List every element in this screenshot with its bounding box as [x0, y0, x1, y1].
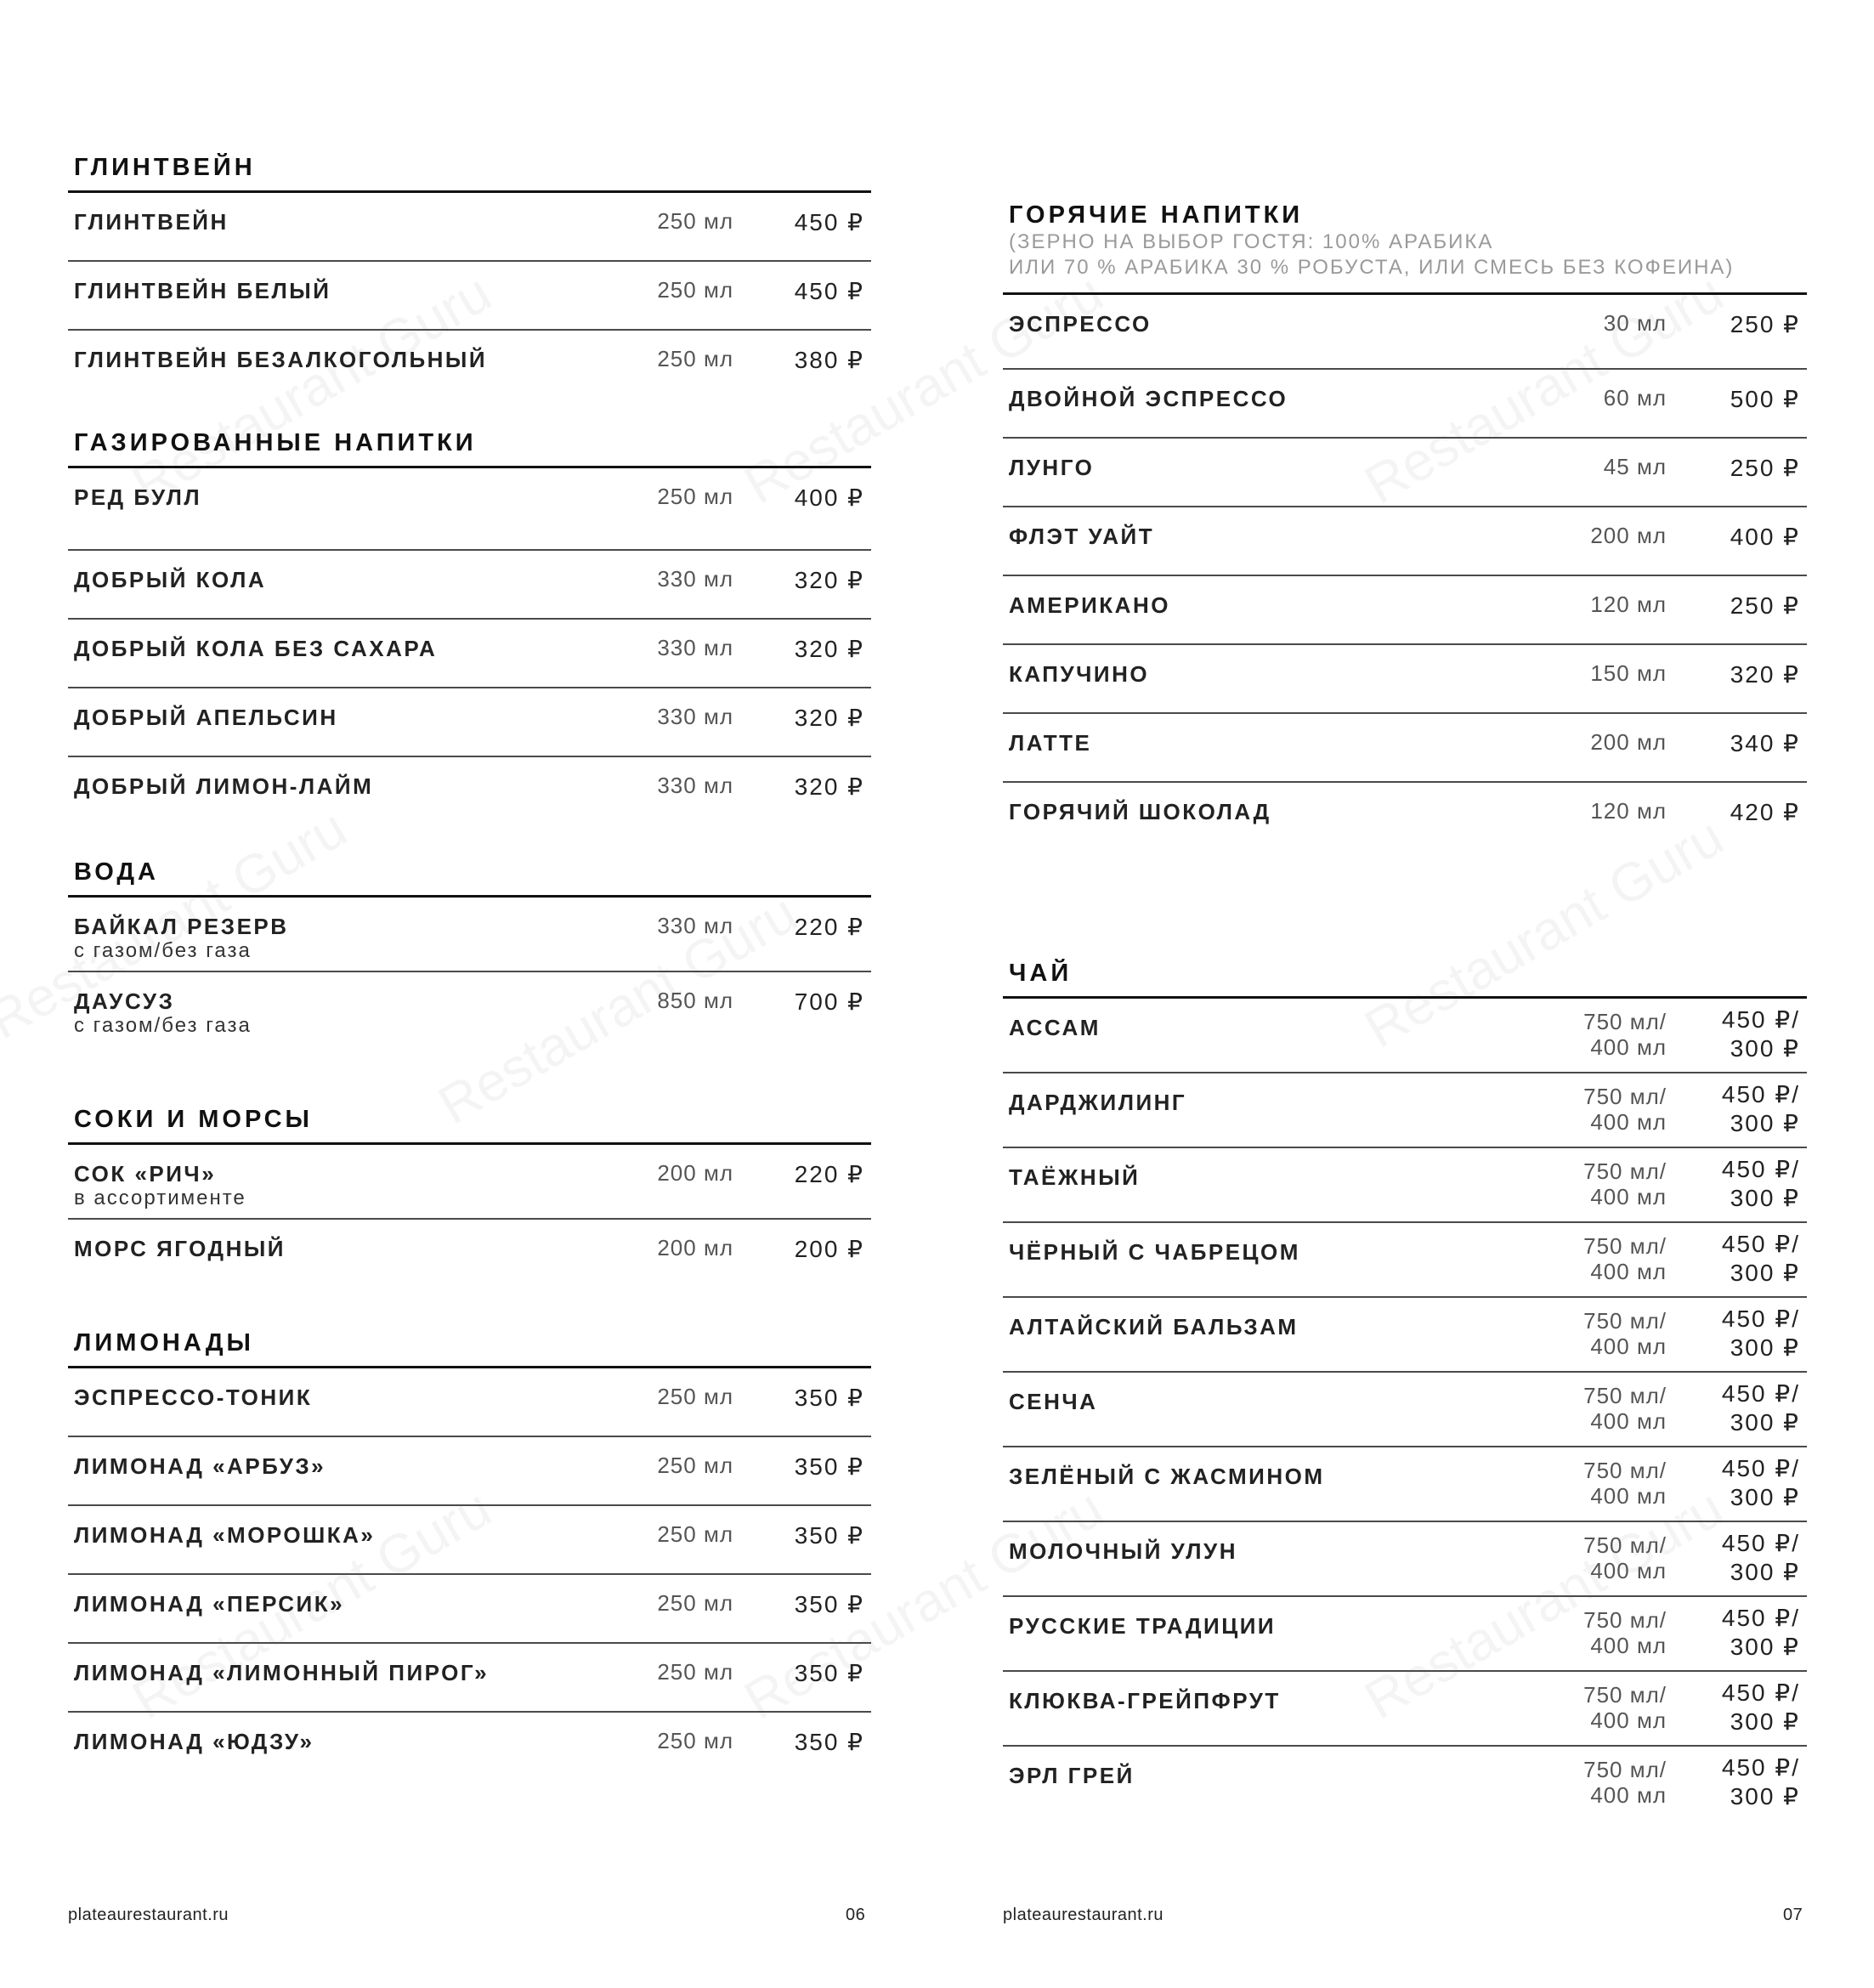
item-volume — [657, 704, 733, 729]
item-volume-primary: 750 мл/ — [1583, 1607, 1667, 1633]
item-volume-primary: 330 мл — [657, 704, 733, 729]
item-name: АЛТАЙСКИЙ БАЛЬЗАМ — [1009, 1314, 1299, 1339]
item-name: КАПУЧИНО — [1009, 661, 1150, 687]
menu-item-row — [1003, 1221, 1807, 1296]
menu-item-row — [1003, 506, 1807, 575]
item-name: АССАМ — [1009, 1015, 1101, 1040]
item-price-primary: 350 ₽ — [794, 1453, 864, 1480]
item-volume — [1590, 523, 1667, 548]
item-volume-secondary: 400 мл — [1590, 1633, 1667, 1658]
item-volume — [1583, 1233, 1667, 1284]
item-note: в ассортименте — [74, 1187, 246, 1209]
menu-item-row — [68, 1642, 871, 1711]
item-price — [1722, 1155, 1800, 1213]
item-volume-primary: 150 мл — [1590, 660, 1667, 686]
item-price-primary: 450 ₽/ — [1721, 1231, 1800, 1257]
item-name: ДАУСУЗ — [74, 988, 175, 1014]
menu-item-row — [1003, 1670, 1807, 1745]
item-price-primary: 350 ₽ — [794, 1660, 864, 1686]
item-volume-primary: 750 мл/ — [1583, 1757, 1667, 1782]
item-volume-primary: 250 мл — [657, 1521, 733, 1547]
item-volume-secondary: 400 мл — [1590, 1034, 1667, 1060]
item-volume — [1583, 1009, 1667, 1060]
item-price — [795, 1521, 864, 1550]
item-volume — [657, 1384, 733, 1409]
item-price-primary: 450 ₽/ — [1721, 1156, 1800, 1182]
item-name: АМЕРИКАНО — [1009, 592, 1170, 618]
item-volume — [1590, 729, 1667, 755]
menu-item-row — [68, 329, 871, 398]
item-volume — [657, 277, 733, 303]
item-price — [795, 566, 864, 595]
item-volume-primary: 330 мл — [657, 635, 733, 660]
item-list — [68, 1368, 871, 1780]
item-name: МОРС ЯГОДНЫЙ — [74, 1236, 286, 1261]
item-price-primary: 380 ₽ — [794, 347, 864, 373]
item-volume-primary: 200 мл — [657, 1160, 733, 1186]
item-volume — [657, 988, 733, 1013]
item-name: РУССКИЕ ТРАДИЦИИ — [1009, 1613, 1277, 1639]
item-price-primary: 450 ₽/ — [1721, 1006, 1800, 1033]
item-volume-primary: 250 мл — [657, 1728, 733, 1753]
section-sodas — [68, 428, 871, 824]
item-price-primary: 450 ₽/ — [1721, 1306, 1800, 1332]
menu-item-row — [68, 1504, 871, 1573]
item-price — [1722, 1080, 1800, 1138]
item-price — [795, 1453, 864, 1481]
item-volume-primary: 750 мл/ — [1583, 1308, 1667, 1334]
section-lemonades — [68, 1328, 871, 1780]
item-volume — [657, 566, 733, 592]
item-name: ЗЕЛЁНЫЙ С ЖАСМИНОМ — [1009, 1464, 1325, 1489]
item-price-primary: 450 ₽/ — [1721, 1081, 1800, 1107]
menu-item-row — [1003, 999, 1807, 1072]
menu-item-row — [68, 971, 871, 1045]
item-name: ЛИМОНАД «ЮДЗУ» — [74, 1729, 314, 1754]
menu-item-row — [68, 1145, 871, 1218]
item-price-primary: 450 ₽/ — [1721, 1380, 1800, 1407]
item-volume-primary: 330 мл — [657, 913, 733, 938]
item-volume — [657, 1521, 733, 1547]
item-name: БАЙКАЛ РЕЗЕРВ — [74, 914, 289, 939]
menu-item-row — [68, 193, 871, 260]
item-volume-secondary: 400 мл — [1590, 1782, 1667, 1808]
menu-item-row — [68, 1368, 871, 1436]
menu-item-row — [1003, 437, 1807, 506]
item-volume-primary: 200 мл — [1590, 523, 1667, 548]
item-volume — [657, 346, 733, 371]
item-name: ДОБРЫЙ КОЛА — [74, 567, 267, 592]
menu-item-row — [68, 468, 871, 549]
section-title: СОКИ И МОРСЫ — [74, 1106, 313, 1133]
item-name: ГЛИНТВЕЙН БЕЛЫЙ — [74, 278, 331, 303]
item-volume — [657, 1160, 733, 1186]
item-name: РЕД БУЛЛ — [74, 484, 202, 510]
item-price-primary: 320 ₽ — [794, 636, 864, 662]
item-name: СОК «РИЧ» — [74, 1161, 217, 1187]
menu-item-row — [68, 1711, 871, 1780]
item-volume-primary: 850 мл — [657, 988, 733, 1013]
item-name: МОЛОЧНЫЙ УЛУН — [1009, 1538, 1237, 1564]
section-hot-drinks — [1003, 201, 1807, 850]
menu-item-row — [1003, 781, 1807, 850]
item-price-primary: 450 ₽/ — [1721, 1754, 1800, 1781]
item-price-primary: 500 ₽ — [1730, 386, 1800, 412]
menu-item-row — [68, 756, 871, 824]
item-volume-secondary: 400 мл — [1590, 1334, 1667, 1359]
item-price-primary: 450 ₽/ — [1721, 1455, 1800, 1481]
item-price — [795, 988, 864, 1017]
item-price-secondary: 300 ₽ — [1730, 1409, 1800, 1436]
item-price-primary: 340 ₽ — [1730, 730, 1800, 756]
section-title: ГАЗИРОВАННЫЕ НАПИТКИ — [74, 429, 477, 456]
item-price — [795, 1160, 864, 1189]
item-name: ЛИМОНАД «ЛИМОННЫЙ ПИРОГ» — [74, 1660, 490, 1685]
menu-item-row — [1003, 1595, 1807, 1670]
item-volume — [1583, 1607, 1667, 1658]
item-price — [795, 913, 864, 942]
item-name: ЧЁРНЫЙ С ЧАБРЕЦОМ — [1009, 1239, 1300, 1265]
item-volume — [657, 484, 733, 509]
item-price — [795, 773, 864, 801]
item-name: ЛИМОНАД «ПЕРСИК» — [74, 1591, 345, 1617]
item-price-primary: 400 ₽ — [1730, 524, 1800, 550]
item-volume-secondary: 400 мл — [1590, 1259, 1667, 1284]
item-name: ЭРЛ ГРЕЙ — [1009, 1763, 1135, 1788]
item-name: ЛУНГО — [1009, 455, 1095, 480]
menu-item-row — [68, 549, 871, 618]
item-volume-primary: 250 мл — [657, 277, 733, 303]
item-price — [795, 635, 864, 664]
item-volume-secondary: 400 мл — [1590, 1184, 1667, 1209]
item-volume-primary: 30 мл — [1603, 310, 1667, 336]
item-volume-primary: 750 мл/ — [1583, 1084, 1667, 1109]
item-volume — [1604, 310, 1667, 336]
item-price-primary: 200 ₽ — [794, 1236, 864, 1262]
item-volume-primary: 250 мл — [657, 208, 733, 234]
section-mulled-wine — [68, 153, 871, 398]
item-price-primary: 220 ₽ — [794, 1161, 864, 1187]
menu-item-row — [68, 1436, 871, 1504]
item-price-primary: 420 ₽ — [1730, 799, 1800, 825]
item-price — [1730, 385, 1800, 414]
section-juices — [68, 1105, 871, 1293]
item-volume-primary: 330 мл — [657, 773, 733, 798]
item-name: ДОБРЫЙ КОЛА БЕЗ САХАРА — [74, 636, 438, 661]
item-volume-secondary: 400 мл — [1590, 1558, 1667, 1583]
menu-item-row — [68, 260, 871, 329]
item-price — [1730, 310, 1800, 339]
item-price — [795, 704, 864, 733]
item-price-primary: 450 ₽ — [794, 209, 864, 235]
item-volume — [1590, 798, 1667, 824]
item-volume — [1583, 1757, 1667, 1808]
item-price-secondary: 300 ₽ — [1730, 1783, 1800, 1810]
menu-item-row — [1003, 643, 1807, 712]
menu-item-row — [68, 618, 871, 687]
item-list — [1003, 999, 1807, 1820]
item-name: ГОРЯЧИЙ ШОКОЛАД — [1009, 799, 1271, 824]
item-price-primary: 450 ₽ — [794, 278, 864, 304]
item-volume — [657, 1590, 733, 1616]
item-volume-primary: 750 мл/ — [1583, 1682, 1667, 1708]
item-price — [1722, 1005, 1800, 1063]
menu-item-row — [1003, 575, 1807, 643]
item-price — [1730, 660, 1800, 689]
item-volume-primary: 750 мл/ — [1583, 1458, 1667, 1483]
menu-item-row — [1003, 1296, 1807, 1371]
item-price — [795, 1659, 864, 1688]
item-volume — [1583, 1532, 1667, 1583]
item-volume-primary: 250 мл — [657, 346, 733, 371]
item-name: ДОБРЫЙ АПЕЛЬСИН — [74, 705, 338, 730]
item-volume — [1604, 454, 1667, 479]
item-price-primary: 250 ₽ — [1730, 592, 1800, 619]
item-price-secondary: 300 ₽ — [1730, 1334, 1800, 1361]
item-volume — [1583, 1084, 1667, 1135]
item-list — [68, 468, 871, 824]
item-volume — [1583, 1458, 1667, 1509]
item-name: ЛАТТЕ — [1009, 730, 1092, 756]
item-note: с газом/без газа — [74, 939, 252, 962]
item-volume-primary: 250 мл — [657, 1384, 733, 1409]
item-price — [1730, 523, 1800, 552]
section-title: ЧАЙ — [1009, 960, 1073, 987]
item-name: ГЛИНТВЕЙН БЕЗАЛКОГОЛЬНЫЙ — [74, 347, 488, 372]
item-volume — [1583, 1158, 1667, 1209]
item-price — [795, 484, 864, 513]
item-volume — [657, 1659, 733, 1685]
item-list — [68, 193, 871, 398]
menu-item-row — [1003, 1745, 1807, 1820]
item-volume — [657, 208, 733, 234]
item-price — [1722, 1454, 1800, 1512]
item-price-primary: 320 ₽ — [1730, 661, 1800, 688]
footer-page-left: 06 — [846, 1906, 866, 1924]
footer-site-right[interactable]: plateaurestaurant.ru — [1003, 1906, 1164, 1924]
item-price-primary: 450 ₽/ — [1721, 1679, 1800, 1706]
item-volume-primary: 250 мл — [657, 1659, 733, 1685]
item-volume-secondary: 400 мл — [1590, 1708, 1667, 1733]
item-name: ФЛЭТ УАЙТ — [1009, 524, 1155, 549]
menu-item-row — [1003, 1446, 1807, 1521]
item-price-primary: 320 ₽ — [794, 773, 864, 800]
item-price-primary: 350 ₽ — [794, 1385, 864, 1411]
item-name: ЛИМОНАД «АРБУЗ» — [74, 1453, 326, 1479]
item-volume-secondary: 400 мл — [1590, 1109, 1667, 1135]
item-name: КЛЮКВА-ГРЕЙПФРУТ — [1009, 1688, 1281, 1713]
menu-item-row — [1003, 1072, 1807, 1147]
item-volume-primary: 60 мл — [1603, 385, 1667, 411]
item-price — [1722, 1305, 1800, 1362]
item-price-primary: 450 ₽/ — [1721, 1605, 1800, 1631]
item-volume — [1583, 1383, 1667, 1434]
item-price-secondary: 300 ₽ — [1730, 1185, 1800, 1211]
item-volume-primary: 750 мл/ — [1583, 1532, 1667, 1558]
footer-site-left[interactable]: plateaurestaurant.ru — [68, 1906, 229, 1924]
footer-page-right: 07 — [1783, 1906, 1803, 1924]
item-price-primary: 250 ₽ — [1730, 311, 1800, 337]
item-list — [1003, 295, 1807, 850]
item-name: ЛИМОНАД «МОРОШКА» — [74, 1522, 376, 1548]
item-price — [1730, 592, 1800, 620]
item-list — [68, 1145, 871, 1293]
item-price-secondary: 300 ₽ — [1730, 1110, 1800, 1136]
item-price-secondary: 300 ₽ — [1730, 1260, 1800, 1286]
item-name: ГЛИНТВЕЙН — [74, 209, 229, 235]
item-price — [1722, 1379, 1800, 1437]
item-price-secondary: 300 ₽ — [1730, 1708, 1800, 1735]
menu-item-row — [68, 1573, 871, 1642]
section-title: ГОРЯЧИЕ НАПИТКИ — [1009, 201, 1304, 229]
menu-item-row — [1003, 1147, 1807, 1221]
item-volume — [1583, 1308, 1667, 1359]
item-price-secondary: 300 ₽ — [1730, 1035, 1800, 1062]
item-name: ДОБРЫЙ ЛИМОН-ЛАЙМ — [74, 773, 374, 799]
menu-item-row — [68, 1218, 871, 1293]
item-name: ЭСПРЕССО — [1009, 311, 1152, 337]
item-price-primary: 350 ₽ — [794, 1591, 864, 1617]
menu-item-row — [1003, 1521, 1807, 1595]
item-volume-primary: 120 мл — [1590, 798, 1667, 824]
item-volume-primary: 750 мл/ — [1583, 1009, 1667, 1034]
item-volume — [1604, 385, 1667, 411]
item-volume — [657, 913, 733, 938]
item-price — [1722, 1604, 1800, 1662]
item-price-primary: 350 ₽ — [794, 1729, 864, 1755]
item-volume — [1590, 660, 1667, 686]
item-volume — [1590, 592, 1667, 617]
item-price-primary: 350 ₽ — [794, 1522, 864, 1549]
item-price — [1730, 798, 1800, 827]
item-volume-primary: 200 мл — [1590, 729, 1667, 755]
item-name: ЭСПРЕССО-ТОНИК — [74, 1385, 313, 1410]
section-title: ГЛИНТВЕЙН — [74, 154, 256, 181]
item-volume-primary: 120 мл — [1590, 592, 1667, 617]
item-price-secondary: 300 ₽ — [1730, 1634, 1800, 1660]
item-price — [795, 1384, 864, 1413]
item-price — [1730, 729, 1800, 758]
section-title: ЛИМОНАДЫ — [74, 1329, 254, 1356]
item-price-primary: 320 ₽ — [794, 567, 864, 593]
item-volume-secondary: 400 мл — [1590, 1483, 1667, 1509]
item-price — [795, 1590, 864, 1619]
item-volume — [657, 1235, 733, 1260]
item-volume-primary: 200 мл — [657, 1235, 733, 1260]
item-price — [795, 346, 864, 375]
item-volume-secondary: 400 мл — [1590, 1408, 1667, 1434]
item-volume-primary: 750 мл/ — [1583, 1233, 1667, 1259]
item-price — [1722, 1679, 1800, 1736]
item-price-primary: 700 ₽ — [794, 988, 864, 1015]
item-volume-primary: 250 мл — [657, 484, 733, 509]
item-price — [795, 277, 864, 306]
section-subtitle-line-2: ИЛИ 70 % АРАБИКА 30 % РОБУСТА, ИЛИ СМЕСЬ БЕЗ КОФЕИНА) — [1009, 256, 1735, 279]
section-tea — [1003, 959, 1807, 1820]
item-price-primary: 450 ₽/ — [1721, 1530, 1800, 1556]
item-price-primary: 400 ₽ — [794, 484, 864, 511]
item-volume — [657, 1728, 733, 1753]
item-price-primary: 220 ₽ — [794, 914, 864, 940]
menu-item-row — [68, 898, 871, 971]
menu-item-row — [68, 687, 871, 756]
item-volume-primary: 250 мл — [657, 1590, 733, 1616]
item-price — [795, 208, 864, 237]
item-list — [68, 898, 871, 1045]
section-subtitle-line-1: (ЗЕРНО НА ВЫБОР ГОСТЯ: 100% АРАБИКА — [1009, 230, 1494, 253]
item-volume-primary: 250 мл — [657, 1453, 733, 1478]
item-price-primary: 320 ₽ — [794, 705, 864, 731]
item-note: с газом/без газа — [74, 1014, 252, 1037]
item-price — [1722, 1529, 1800, 1587]
menu-item-row — [1003, 295, 1807, 368]
item-volume-primary: 750 мл/ — [1583, 1383, 1667, 1408]
item-volume-primary: 330 мл — [657, 566, 733, 592]
item-price — [1722, 1753, 1800, 1811]
item-volume — [1583, 1682, 1667, 1733]
menu-item-row — [1003, 1371, 1807, 1446]
item-volume-primary: 750 мл/ — [1583, 1158, 1667, 1184]
menu-item-row — [1003, 712, 1807, 781]
item-price — [1722, 1230, 1800, 1288]
section-title: ВОДА — [74, 858, 159, 886]
item-price-primary: 250 ₽ — [1730, 455, 1800, 481]
item-volume-primary: 45 мл — [1603, 454, 1667, 479]
item-name: СЕНЧА — [1009, 1389, 1098, 1414]
item-name: ДАРДЖИЛИНГ — [1009, 1090, 1187, 1115]
item-volume — [657, 635, 733, 660]
item-price — [1730, 454, 1800, 483]
item-price-secondary: 300 ₽ — [1730, 1559, 1800, 1585]
item-name: ДВОЙНОЙ ЭСПРЕССО — [1009, 386, 1288, 411]
item-volume — [657, 773, 733, 798]
item-price — [795, 1728, 864, 1757]
menu-item-row — [1003, 368, 1807, 437]
section-water — [68, 858, 871, 1045]
item-name: ТАЁЖНЫЙ — [1009, 1164, 1141, 1190]
item-volume — [657, 1453, 733, 1478]
item-price — [795, 1235, 864, 1264]
item-price-secondary: 300 ₽ — [1730, 1484, 1800, 1510]
